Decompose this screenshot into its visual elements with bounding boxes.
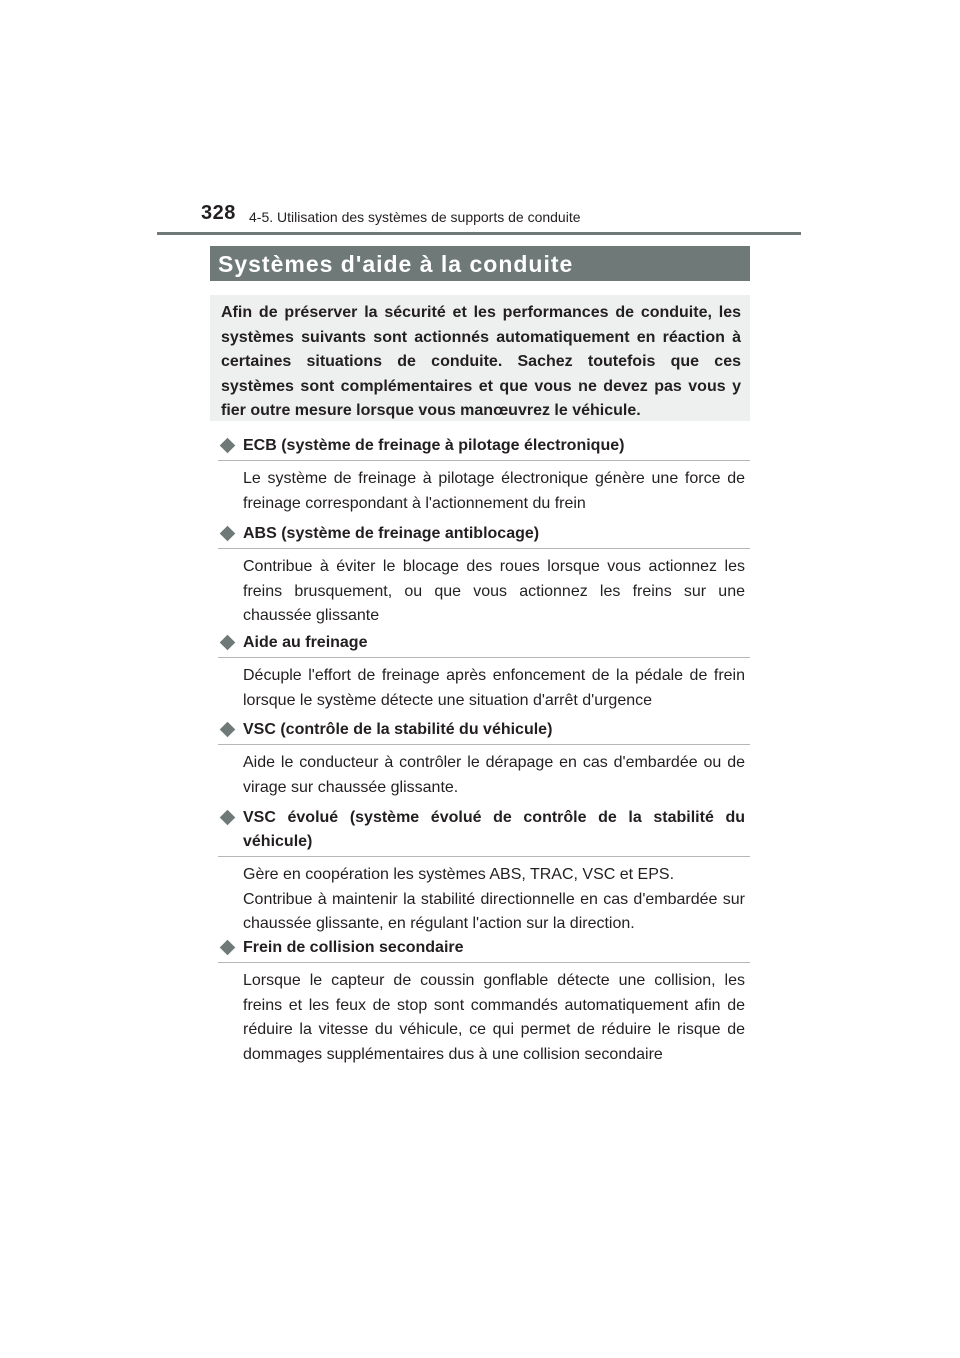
header-divider (157, 232, 801, 235)
page-number: 328 (201, 202, 236, 224)
section-body-text: Le système de freinage à pilotage électronique génère une force de freinage correspondant à l'actionnement du frein (243, 470, 745, 512)
section-heading-text: ABS (système de freinage antiblocage) (243, 525, 540, 542)
running-head: 4-5. Utilisation des systèmes de supports de conduite (249, 209, 581, 225)
section-heading (218, 631, 750, 658)
section-heading-text: VSC évolué (système évolué de contrôle de la stabilité du véhicule) (243, 809, 745, 850)
section-body (218, 555, 750, 629)
section-title-bar (210, 246, 750, 281)
diamond-icon (220, 940, 236, 956)
section-vsc-evolue (218, 806, 750, 937)
section-body-text: Gère en coopération les systèmes ABS, TRAC, VSC et EPS. (243, 866, 675, 883)
diamond-icon (220, 438, 236, 454)
section-body-text: Décuple l'effort de freinage après enfoncement de la pédale de frein lorsque le système détecte une situation d'arrêt d'urgence (243, 667, 745, 709)
section-vsc (218, 718, 750, 800)
section-heading (218, 936, 750, 963)
section-body (218, 664, 750, 713)
section-heading-text: Aide au freinage (243, 634, 368, 651)
section-heading (218, 718, 750, 745)
section-body-text: Contribue à éviter le blocage des roues lorsque vous actionnez les freins brusquement, ou que vous actionnez les freins sur une chaussée glissante (243, 558, 745, 625)
section-abs (218, 522, 750, 629)
section-body-text: Lorsque le capteur de coussin gonflable détecte une collision, les freins et les feux de stop sont commandés automatiquement afin de réduire la vitesse du véhicule, ce qui permet de réduire le risque de dommages supplémentaires dus à une collision secondaire (243, 972, 745, 1063)
section-heading-text: VSC (contrôle de la stabilité du véhicule) (243, 721, 553, 738)
section-heading-text: ECB (système de freinage à pilotage électronique) (243, 437, 625, 454)
diamond-icon (220, 810, 236, 826)
diamond-icon (220, 722, 236, 738)
section-body (218, 969, 750, 1067)
section-heading (218, 522, 750, 549)
diamond-icon (220, 635, 236, 651)
section-ecb (218, 434, 750, 516)
section-body (218, 863, 750, 937)
section-frein-collision (218, 936, 750, 1067)
section-body (218, 467, 750, 516)
section-heading-text: Frein de collision secondaire (243, 939, 464, 956)
intro-box (210, 295, 750, 421)
section-aide-freinage (218, 631, 750, 713)
page-title: Systèmes d'aide à la conduite (218, 251, 574, 277)
section-body-text: Aide le conducteur à contrôler le dérapage en cas d'embardée ou de virage sur chaussée glissante. (243, 754, 745, 796)
section-body (218, 751, 750, 800)
diamond-icon (220, 526, 236, 542)
section-heading (218, 434, 750, 461)
intro-text: Afin de préserver la sécurité et les performances de conduite, les systèmes suivants sont actionnés automatiquement en réaction à certaines situations de conduite. Sachez toutefois que ces systèmes sont complémentaires et que vous ne devez pas vous y fier outre mesure lorsque vous manœuvrez le véhicule. (221, 304, 741, 420)
section-body-text: Contribue à maintenir la stabilité directionnelle en cas d'embardée sur chaussée glissante, en régulant l'action sur la direction. (243, 890, 745, 933)
section-heading (218, 806, 750, 857)
